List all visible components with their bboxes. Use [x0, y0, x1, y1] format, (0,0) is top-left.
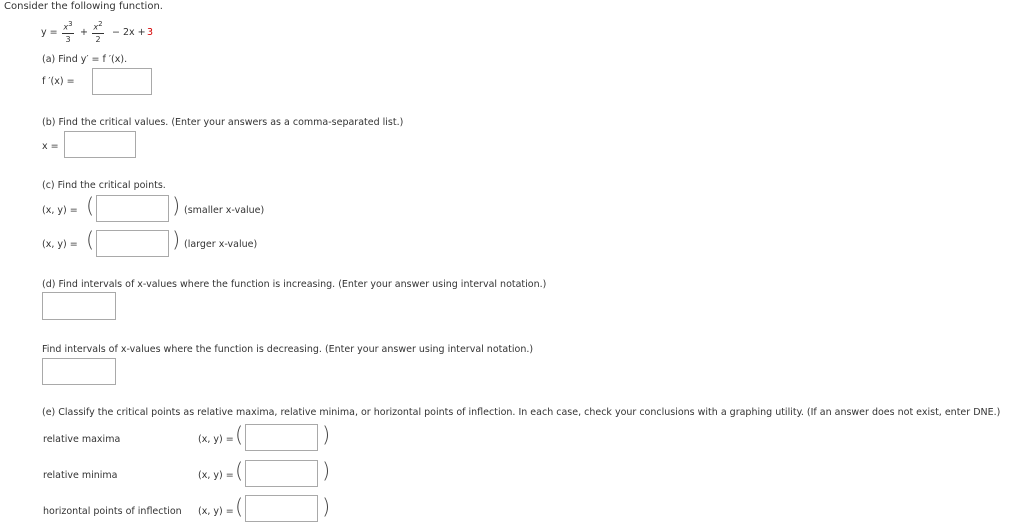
decreasing-label: Find intervals of x-values where the function is decreasing. (Enter your answer using interval notation.): [42, 344, 534, 355]
relative-minima-close-paren: ): [322, 459, 331, 483]
decreasing-interval-input[interactable]: [42, 358, 116, 385]
function-constant: 3: [147, 27, 154, 38]
critical-point-2-label: (x, y) =: [42, 239, 78, 250]
part-d-label: (d) Find intervals of x-values where the function is increasing. (Enter your answer using interval notation.): [42, 279, 547, 290]
derivative-input[interactable]: [92, 68, 152, 95]
fraction-x2-over-2: [92, 20, 104, 44]
term1-numerator: x: [63, 22, 69, 32]
part-c-label: (c) Find the critical points.: [42, 180, 166, 191]
inflection-label: horizontal points of inflection: [43, 506, 182, 517]
critical-point-1-input[interactable]: [96, 195, 169, 222]
relative-minima-label: relative minima: [43, 470, 118, 481]
increasing-interval-input[interactable]: [42, 292, 116, 320]
relative-minima-point-label: (x, y) =: [198, 470, 234, 481]
part-e-label: (e) Classify the critical points as relative maxima, relative minima, or horizontal points of inflection. In each case, check your conclusions with a graphing utility. (If an answer does not exist, enter DNE.): [42, 407, 1001, 418]
relative-maxima-point-label: (x, y) =: [198, 434, 234, 445]
prompt-text: Consider the following function.: [4, 1, 163, 12]
critical-point-2-note: (larger x-value): [184, 239, 258, 250]
critical-point-1-open-paren: (: [86, 194, 95, 218]
term2-denominator: 2: [95, 34, 101, 44]
critical-point-2-close-paren: ): [172, 228, 181, 252]
critical-point-2-open-paren: (: [86, 228, 95, 252]
function-lhs: y =: [41, 27, 58, 38]
relative-maxima-input[interactable]: [245, 424, 318, 451]
function-tail: − 2x +: [112, 27, 146, 38]
relative-minima-input[interactable]: [245, 460, 318, 487]
term2-numerator: x: [93, 22, 99, 32]
inflection-open-paren: (: [235, 495, 244, 519]
function-plus: +: [80, 27, 88, 38]
part-a-field-label: f ′(x) =: [42, 76, 75, 87]
relative-minima-open-paren: (: [235, 459, 244, 483]
relative-maxima-close-paren: ): [322, 423, 331, 447]
inflection-input[interactable]: [245, 495, 318, 522]
part-a-label: (a) Find y′ = f ′(x).: [42, 54, 128, 65]
critical-point-1-label: (x, y) =: [42, 205, 78, 216]
critical-values-input[interactable]: [64, 131, 136, 158]
relative-maxima-label: relative maxima: [43, 434, 121, 445]
term1-exponent: 3: [68, 20, 73, 28]
inflection-close-paren: ): [322, 495, 331, 519]
critical-point-1-close-paren: ): [172, 194, 181, 218]
part-b-label: (b) Find the critical values. (Enter your answers as a comma-separated list.): [42, 117, 404, 128]
term1-denominator: 3: [65, 34, 71, 44]
term2-exponent: 2: [98, 20, 103, 28]
part-b-field-label: x =: [42, 141, 59, 152]
critical-point-2-input[interactable]: [96, 230, 169, 257]
relative-maxima-open-paren: (: [235, 423, 244, 447]
inflection-point-label: (x, y) =: [198, 506, 234, 517]
critical-point-1-note: (smaller x-value): [184, 205, 265, 216]
fraction-x3-over-3: [62, 20, 74, 44]
